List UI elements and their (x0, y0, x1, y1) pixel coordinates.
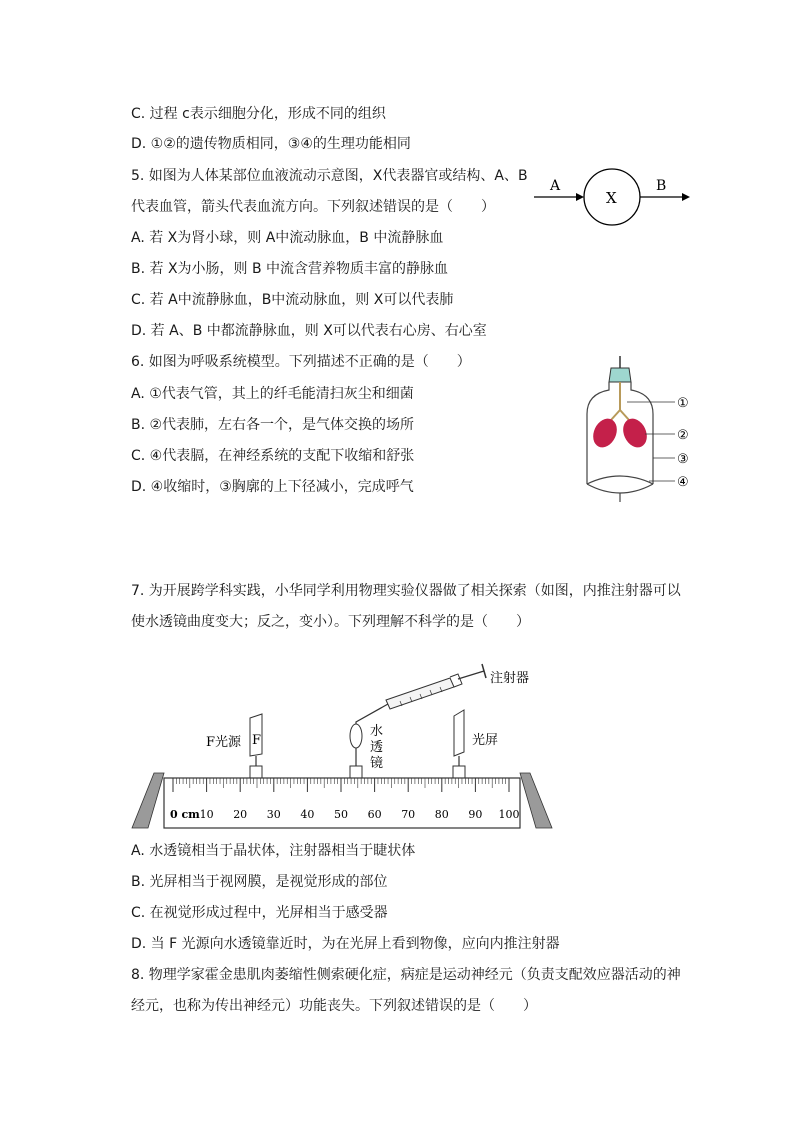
lens-label-2: 透 (370, 740, 384, 755)
ruler-tick-label: 20 (233, 808, 248, 821)
lens-holder (350, 766, 362, 778)
optical-bench-diagram (128, 660, 558, 835)
syringe-label: 注射器 (490, 671, 530, 686)
diaphragm-top (587, 476, 653, 484)
q7-stem-line2: 使水透镜曲度变大；反之，变小）。下列理解不科学的是（ ） (131, 614, 530, 630)
left-lung (589, 415, 622, 451)
q5-stem-line1: 5. 如图为人体某部位血液流动示意图，X代表器官或结构、A、B (131, 168, 528, 184)
bronchi (611, 410, 629, 420)
label-4: ④ (677, 475, 689, 490)
q7-option-b: B. 光屏相当于视网膜，是视觉形成的部位 (131, 874, 388, 890)
q5-option-b: B. 若 X为小肠，则 B 中流含营养物质丰富的静脉血 (131, 261, 449, 277)
screen-holder (453, 766, 465, 778)
q6-option-a: A. ①代表气管，其上的纤毛能清扫灰尘和细菌 (131, 386, 414, 402)
ruler-unit-label: 0 cm (170, 808, 200, 821)
label-1: ① (677, 396, 689, 411)
ruler-tick-label: 70 (401, 808, 416, 821)
label-3: ③ (677, 452, 689, 467)
q6-option-d: D. ④收缩时，③胸廓的上下径减小，完成呼气 (131, 479, 414, 495)
q6-stem: 6. 如图为呼吸系统模型。下列描述不正确的是（ ） (131, 354, 471, 370)
q8-stem-line1: 8. 物理学家霍金患肌肉萎缩性侧索硬化症，病症是运动神经元（负责支配效应器活动的神 (131, 967, 681, 983)
light-screen (454, 710, 464, 756)
arrow-out-head (682, 193, 690, 201)
ruler-tick-label: 40 (300, 808, 315, 821)
vessel-a-label: A (550, 178, 561, 194)
lens-label-1: 水 (370, 724, 384, 739)
q5-stem-line2: 代表血管，箭头代表血流方向。下列叙述错误的是（ ） (131, 199, 495, 215)
arrow-in-head (576, 193, 584, 201)
f-source-label: F光源 (206, 735, 242, 750)
ruler-tick-label: 10 (199, 808, 214, 821)
ruler-tick-label: 60 (367, 808, 382, 821)
diaphragm-rubber (587, 484, 653, 493)
q6-option-c: C. ④代表膈，在神经系统的支配下收缩和舒张 (131, 448, 415, 464)
q4-option-c: C. 过程 c表示细胞分化，形成不同的组织 (131, 106, 386, 122)
f-holder (250, 766, 262, 778)
ruler-tick-label: 100 (498, 808, 520, 821)
q6-option-b: B. ②代表肺，左右各一个，是气体交换的场所 (131, 417, 415, 433)
f-letter: F (252, 733, 262, 748)
lens-label-3: 镜 (370, 756, 384, 771)
bench-stand-right (520, 773, 552, 828)
vessel-b-label: B (656, 178, 667, 194)
bench-stand-left (132, 773, 164, 828)
q7-option-d: D. 当 F 光源向水透镜靠近时，为在光屏上看到物像，应向内推注射器 (131, 936, 560, 952)
q5-option-d: D. 若 A、B 中都流静脉血，则 X可以代表右心房、右心室 (131, 323, 487, 339)
right-lung (619, 415, 652, 451)
organ-x-label: X (606, 189, 617, 207)
ruler-tick-label: 30 (266, 808, 281, 821)
q7-option-c: C. 在视觉形成过程中，光屏相当于感受器 (131, 905, 388, 921)
ruler-tick-label: 90 (468, 808, 483, 821)
q7-option-a: A. 水透镜相当于晶状体，注射器相当于睫状体 (131, 843, 416, 859)
respiratory-model (575, 350, 700, 510)
label-2: ② (677, 428, 689, 443)
q5-option-a: A. 若 X为肾小球，则 A中流动脉血，B 中流静脉血 (131, 230, 444, 246)
ruler-tick-label: 80 (434, 808, 449, 821)
blood-flow-diagram (530, 160, 700, 235)
screen-label: 光屏 (472, 733, 499, 748)
q4-option-d: D. ①②的遗传物质相同，③④的生理功能相同 (131, 136, 411, 152)
stopper (609, 368, 631, 382)
ruler-tick-label: 50 (334, 808, 348, 821)
q7-stem-line1: 7. 为开展跨学科实践，小华同学利用物理实验仪器做了相关探索（如图，内推注射器可以 (131, 583, 681, 599)
q5-option-c: C. 若 A中流静脉血，B中流动脉血，则 X可以代表肺 (131, 292, 454, 308)
water-lens (350, 724, 362, 748)
q8-stem-line2: 经元，也称为传出神经元）功能丧失。下列叙述错误的是（ ） (131, 998, 537, 1014)
